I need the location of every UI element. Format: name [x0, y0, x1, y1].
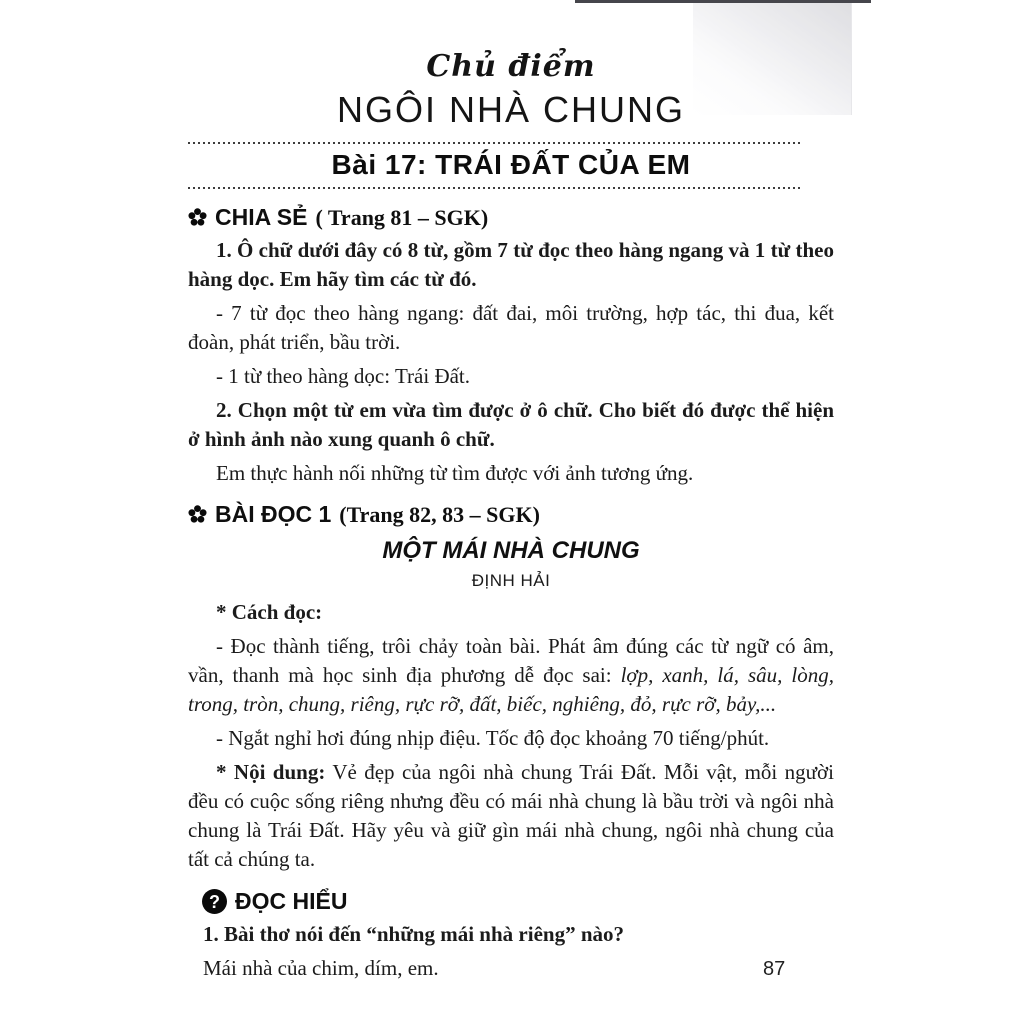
flower-icon	[188, 208, 207, 227]
reading-guide-2: - Ngắt nghỉ hơi đúng nhịp điệu. Tốc độ đọc khoảng 70 tiếng/phút.	[216, 726, 770, 750]
lesson-title: Bài 17: TRÁI ĐẤT CỦA EM	[331, 149, 691, 180]
share-answer-2: Em thực hành nối những từ tìm được với ảnh tương ứng.	[216, 461, 694, 485]
section-share-title: CHIA SẺ	[215, 204, 308, 230]
section-reading-pageref: (Trang 82, 83 – SGK)	[339, 501, 540, 527]
section-reading-heading	[188, 501, 834, 528]
share-task-1: 1. Ô chữ dưới đây có 8 từ, gồm 7 từ đọc theo hàng ngang và 1 từ theo hàng dọc. Em hãy tìm các từ đó.	[188, 238, 834, 291]
reading-content	[188, 758, 834, 874]
section-reading-title: BÀI ĐỌC 1	[215, 501, 332, 527]
section-comprehension-title: ĐỌC HIỂU	[235, 888, 348, 914]
reading-guide-1-words: lợp, xanh, lá, sâu, lòng, trong, tròn, chung, riêng, rực rỡ, đất, biếc, nghiêng, đỏ, rực rỡ, bảy,...	[188, 663, 834, 716]
reading-content-text: Vẻ đẹp của ngôi nhà chung Trái Đất. Mỗi vật, mỗi người đều có cuộc sống riêng nhưng đều có mái nhà chung là bầu trời và ngôi nhà chung là Trái Đất. Hãy yêu và giữ gìn mái nhà chung, ngôi nhà chung của tất cả chúng ta.	[188, 760, 834, 871]
section-share-pageref: ( Trang 81 – SGK)	[315, 204, 489, 230]
reading-content-label: * Nội dung:	[216, 760, 326, 784]
section-comprehension-heading	[202, 888, 834, 915]
share-task-2: 2. Chọn một từ em vừa tìm được ở ô chữ. Cho biết đó được thể hiện ở hình ảnh nào xung quanh ô chữ.	[188, 398, 834, 451]
book-page	[188, 48, 834, 983]
poem-author: ĐỊNH HẢI	[471, 571, 551, 590]
question-mark-icon: ?	[202, 889, 227, 914]
section-share-heading	[188, 204, 834, 231]
share-answer-1b: - 1 từ theo hàng dọc: Trái Đất.	[216, 364, 471, 388]
comprehension-question-1: 1. Bài thơ nói đến “những mái nhà riêng” nào?	[203, 922, 624, 946]
reading-guide-1-text: - Đọc thành tiếng, trôi chảy toàn bài. Phát âm đúng các từ ngữ có âm, vần, thanh mà học sinh địa phương dễ đọc sai:	[188, 634, 834, 687]
comprehension-answer-1: Mái nhà của chim, dím, em.	[203, 956, 439, 980]
how-to-read-label: * Cách đọc:	[216, 600, 323, 624]
share-answer-1a: - 7 từ đọc theo hàng ngang: đất đai, môi trường, hợp tác, thi đua, kết đoàn, phát triển, bầu trời.	[188, 301, 834, 354]
page-number: 87	[763, 958, 786, 980]
flower-icon	[188, 505, 207, 524]
reading-guide-1	[188, 632, 834, 719]
topic-label: Chủ điểm	[426, 49, 596, 84]
divider-bottom	[188, 187, 800, 189]
topic-title: NGÔI NHÀ CHUNG	[336, 89, 685, 130]
poem-title: MỘT MÁI NHÀ CHUNG	[382, 537, 640, 564]
